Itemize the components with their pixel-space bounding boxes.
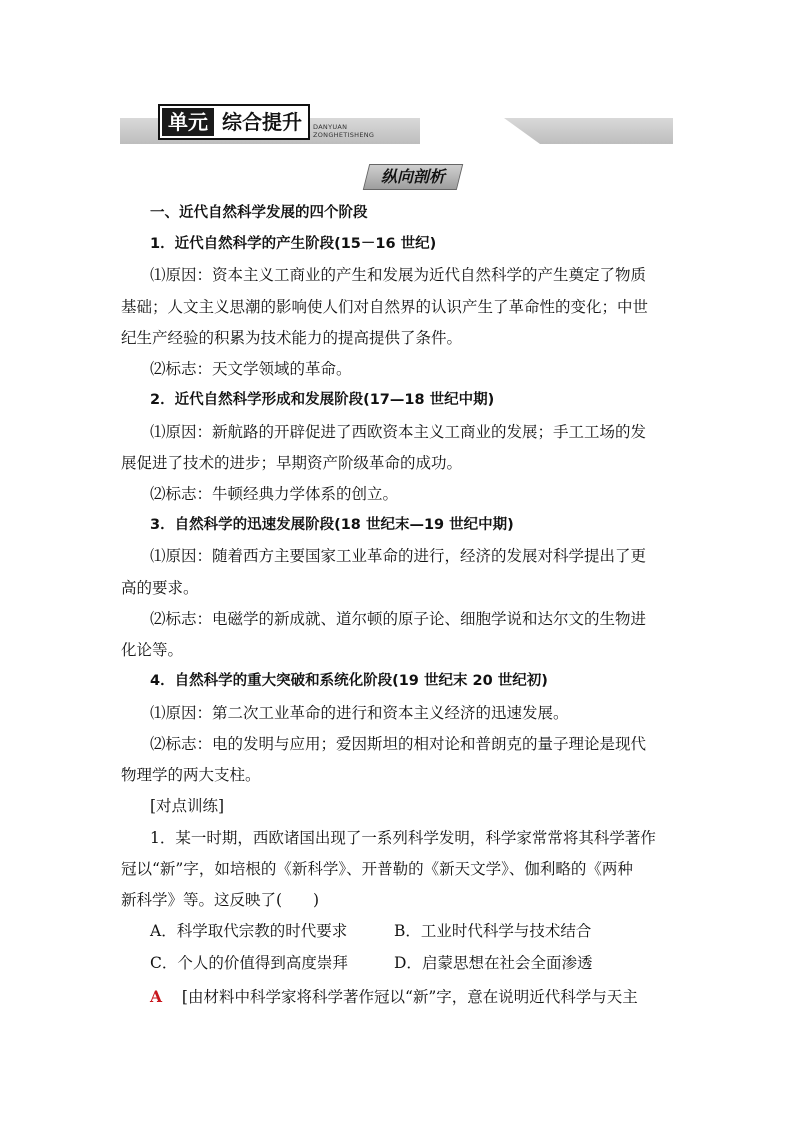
option-c: [150, 953, 348, 973]
stage-1-title: 1．近代自然科学的产生阶段(15－16 世纪): [150, 236, 437, 252]
stage-2-sign: ⑵标志：牛顿经典力学体系的创立。: [150, 485, 399, 503]
stage-1-reason-line: 基础；人文主义思潮的影响使人们对自然界的认识产生了革命性的变化；中世: [121, 298, 649, 316]
stage-2-reason-line: 展促进了技术的进步；早期资产阶级革命的成功。: [121, 454, 463, 472]
option-letter: C．: [150, 954, 178, 972]
stage-3-sign-line: 化论等。: [121, 641, 184, 659]
stage-2-reason-line: ⑴原因：新航路的开辟促进了西欧资本主义工商业的发展；手工工场的发: [150, 423, 647, 441]
question-line: 冠以“新”字，如培根的《新科学》、开普勒的《新天文学》、伽利略的《两种: [121, 860, 633, 878]
subtitle-line-1: DANYUAN: [313, 123, 348, 131]
stage-2-title: 2．近代自然科学形成和发展阶段(17—18 世纪中期): [150, 392, 495, 408]
option-d: [394, 953, 592, 973]
stage-4-sign-line: ⑵标志：电的发明与应用；爱因斯坦的相对论和普朗克的量子理论是现代: [150, 735, 647, 753]
stage-3-reason-line: ⑴原因：随着西方主要国家工业革命的进行，经济的发展对科学提出了更: [150, 547, 647, 565]
unit-title-light: 综合提升: [222, 110, 302, 134]
option-text: 启蒙思想在社会全面渗透: [421, 954, 593, 972]
answer-explanation: [由材料中科学家将科学著作冠以“新”字，意在说明近代科学与天主: [181, 988, 638, 1006]
stage-1-reason-line: 纪生产经验的积累为技术能力的提高提供了条件。: [121, 329, 463, 347]
option-text: 个人的价值得到高度崇拜: [177, 954, 348, 972]
stage-4-sign-line: 物理学的两大支柱。: [121, 766, 261, 784]
option-letter: D．: [394, 954, 422, 972]
answer-line: [150, 987, 638, 1007]
stage-3-reason-line: 高的要求。: [121, 579, 199, 597]
stage-4-title: 4．自然科学的重大突破和系统化阶段(19 世纪末 20 世纪初): [150, 673, 548, 689]
training-label: [对点训练]: [150, 797, 225, 815]
option-text: 工业时代科学与技术结合: [420, 922, 592, 940]
option-b: [394, 921, 591, 941]
section-heading: 一、近代自然科学发展的四个阶段: [150, 205, 368, 221]
question-line: 新科学》等。这反映了( ): [121, 891, 320, 909]
stage-3-sign-line: ⑵标志：电磁学的新成就、道尔顿的原子论、细胞学说和达尔文的生物进: [150, 610, 647, 628]
stage-3-title: 3．自然科学的迅速发展阶段(18 世纪末—19 世纪中期): [150, 517, 514, 533]
option-letter: B．: [394, 922, 421, 940]
unit-header-banner: [120, 110, 673, 144]
option-letter: A．: [150, 922, 177, 940]
answer-letter: A: [150, 987, 163, 1006]
banner-cutout: [420, 118, 540, 144]
section-badge-label: 纵向剖析: [380, 167, 445, 186]
question-line: 1．某一时期，西欧诸国出现了一系列科学发明，科学家常常将其科学著作: [150, 829, 656, 847]
subtitle-line-2: ZONGHETISHENG: [313, 131, 375, 139]
stage-4-reason-line: ⑴原因：第二次工业革命的进行和资本主义经济的迅速发展。: [150, 704, 569, 722]
unit-title-box: [158, 104, 310, 140]
unit-title-dark: 单元: [162, 108, 214, 136]
stage-1-reason-line: ⑴原因：资本主义工商业的产生和发展为近代自然科学的产生奠定了物质: [150, 266, 647, 284]
option-a: [150, 921, 347, 941]
stage-1-sign: ⑵标志：天文学领域的革命。: [150, 360, 352, 378]
unit-subtitle: [313, 123, 374, 139]
option-text: 科学取代宗教的时代要求: [176, 922, 348, 940]
